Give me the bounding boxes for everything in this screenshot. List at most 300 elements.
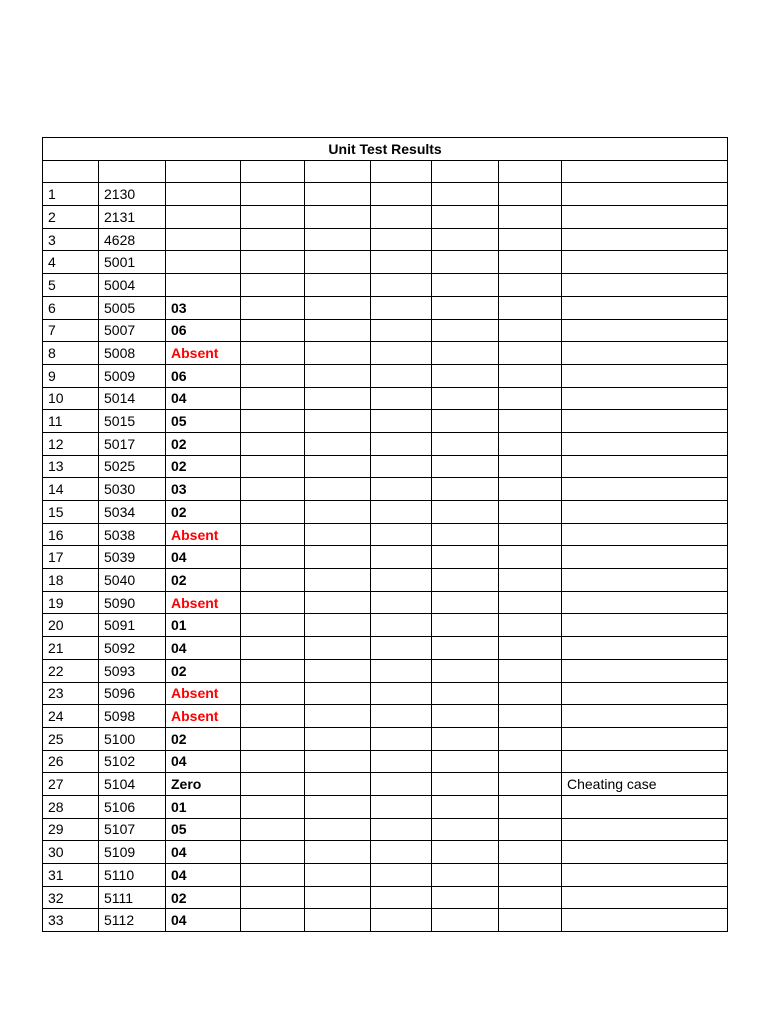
table-cell bbox=[241, 228, 305, 251]
roll-number-cell: 5007 bbox=[99, 319, 166, 342]
remark-cell bbox=[562, 591, 728, 614]
table-cell bbox=[305, 432, 371, 455]
table-cell bbox=[241, 523, 305, 546]
table-cell bbox=[305, 387, 371, 410]
roll-number-cell: 5017 bbox=[99, 432, 166, 455]
table-cell bbox=[499, 206, 562, 229]
remark-cell bbox=[562, 228, 728, 251]
table-cell bbox=[499, 319, 562, 342]
remark-cell bbox=[562, 659, 728, 682]
roll-number-cell: 5092 bbox=[99, 637, 166, 660]
table-row bbox=[43, 319, 728, 342]
table-cell bbox=[499, 818, 562, 841]
remark-cell bbox=[562, 319, 728, 342]
serial-number-cell: 27 bbox=[43, 773, 99, 796]
table-row bbox=[43, 569, 728, 592]
table-body bbox=[43, 138, 728, 932]
roll-number-cell: 5014 bbox=[99, 387, 166, 410]
table-cell bbox=[371, 183, 432, 206]
remark-cell bbox=[562, 342, 728, 365]
score-cell: 06 bbox=[166, 319, 241, 342]
table-cell bbox=[432, 637, 499, 660]
serial-number-cell: 10 bbox=[43, 387, 99, 410]
remark-cell bbox=[562, 410, 728, 433]
blank-header-row bbox=[43, 160, 728, 183]
roll-number-cell: 5107 bbox=[99, 818, 166, 841]
table-title: Unit Test Results bbox=[43, 138, 728, 161]
table-cell bbox=[432, 864, 499, 887]
score-cell: 02 bbox=[166, 455, 241, 478]
remark-cell bbox=[562, 818, 728, 841]
table-cell bbox=[241, 206, 305, 229]
table-cell bbox=[432, 160, 499, 183]
table-cell bbox=[499, 591, 562, 614]
roll-number-cell: 5038 bbox=[99, 523, 166, 546]
table-cell bbox=[241, 886, 305, 909]
score-cell: 04 bbox=[166, 841, 241, 864]
table-cell bbox=[241, 841, 305, 864]
roll-number-cell: 5034 bbox=[99, 501, 166, 524]
table-cell bbox=[432, 795, 499, 818]
table-cell bbox=[305, 727, 371, 750]
serial-number-cell: 6 bbox=[43, 296, 99, 319]
table-cell bbox=[305, 501, 371, 524]
table-cell bbox=[432, 342, 499, 365]
table-cell bbox=[371, 546, 432, 569]
table-cell bbox=[241, 818, 305, 841]
serial-number-cell: 20 bbox=[43, 614, 99, 637]
score-cell: 03 bbox=[166, 296, 241, 319]
table-cell bbox=[432, 387, 499, 410]
remark-cell bbox=[562, 750, 728, 773]
table-cell bbox=[499, 387, 562, 410]
table-cell bbox=[241, 342, 305, 365]
table-cell bbox=[371, 296, 432, 319]
score-cell: 02 bbox=[166, 501, 241, 524]
table-cell bbox=[432, 886, 499, 909]
table-cell bbox=[241, 682, 305, 705]
table-cell bbox=[371, 410, 432, 433]
table-cell bbox=[305, 296, 371, 319]
table-cell bbox=[499, 705, 562, 728]
table-cell bbox=[499, 183, 562, 206]
score-cell bbox=[166, 228, 241, 251]
table-cell bbox=[241, 546, 305, 569]
table-cell bbox=[499, 637, 562, 660]
roll-number-cell: 5004 bbox=[99, 274, 166, 297]
table-cell bbox=[241, 432, 305, 455]
remark-cell bbox=[562, 296, 728, 319]
table-cell bbox=[432, 274, 499, 297]
table-cell bbox=[432, 727, 499, 750]
table-row bbox=[43, 705, 728, 728]
serial-number-cell: 14 bbox=[43, 478, 99, 501]
table-cell bbox=[241, 591, 305, 614]
score-cell bbox=[166, 183, 241, 206]
table-cell bbox=[305, 591, 371, 614]
table-cell bbox=[499, 364, 562, 387]
table-cell bbox=[499, 864, 562, 887]
table-cell bbox=[499, 501, 562, 524]
table-cell bbox=[499, 160, 562, 183]
table-cell bbox=[241, 501, 305, 524]
table-cell bbox=[371, 228, 432, 251]
roll-number-cell: 5112 bbox=[99, 909, 166, 932]
serial-number-cell: 24 bbox=[43, 705, 99, 728]
table-cell bbox=[499, 682, 562, 705]
score-cell: Absent bbox=[166, 342, 241, 365]
table-cell bbox=[305, 228, 371, 251]
table-cell bbox=[432, 659, 499, 682]
table-cell bbox=[305, 183, 371, 206]
serial-number-cell: 33 bbox=[43, 909, 99, 932]
score-cell bbox=[166, 274, 241, 297]
table-cell bbox=[432, 432, 499, 455]
table-cell bbox=[432, 410, 499, 433]
table-cell bbox=[371, 909, 432, 932]
remark-cell bbox=[562, 864, 728, 887]
table-row bbox=[43, 591, 728, 614]
table-cell bbox=[371, 364, 432, 387]
table-cell bbox=[241, 387, 305, 410]
score-cell: 04 bbox=[166, 909, 241, 932]
table-cell bbox=[371, 387, 432, 410]
serial-number-cell: 12 bbox=[43, 432, 99, 455]
table-row bbox=[43, 523, 728, 546]
table-row bbox=[43, 387, 728, 410]
table-cell bbox=[371, 682, 432, 705]
score-cell: 01 bbox=[166, 795, 241, 818]
table-cell bbox=[432, 319, 499, 342]
table-cell bbox=[432, 909, 499, 932]
remark-cell bbox=[562, 432, 728, 455]
table-cell bbox=[371, 569, 432, 592]
table-cell bbox=[305, 886, 371, 909]
score-cell: 04 bbox=[166, 546, 241, 569]
table-cell bbox=[305, 682, 371, 705]
table-cell bbox=[241, 455, 305, 478]
table-row bbox=[43, 886, 728, 909]
table-cell bbox=[432, 569, 499, 592]
table-row bbox=[43, 206, 728, 229]
table-row bbox=[43, 864, 728, 887]
table-cell bbox=[499, 569, 562, 592]
serial-number-cell: 30 bbox=[43, 841, 99, 864]
table-cell bbox=[305, 773, 371, 796]
roll-number-cell: 2131 bbox=[99, 206, 166, 229]
roll-number-cell: 5098 bbox=[99, 705, 166, 728]
remark-cell bbox=[562, 886, 728, 909]
table-cell bbox=[432, 750, 499, 773]
table-cell bbox=[499, 228, 562, 251]
remark-cell bbox=[562, 274, 728, 297]
roll-number-cell: 5093 bbox=[99, 659, 166, 682]
remark-cell bbox=[562, 523, 728, 546]
table-cell bbox=[432, 841, 499, 864]
remark-cell bbox=[562, 183, 728, 206]
table-cell bbox=[432, 546, 499, 569]
table-cell bbox=[371, 501, 432, 524]
score-cell: 03 bbox=[166, 478, 241, 501]
table-cell bbox=[241, 705, 305, 728]
table-cell bbox=[499, 251, 562, 274]
table-cell bbox=[371, 818, 432, 841]
roll-number-cell: 5005 bbox=[99, 296, 166, 319]
table-cell bbox=[499, 523, 562, 546]
roll-number-cell: 2130 bbox=[99, 183, 166, 206]
remark-cell bbox=[562, 364, 728, 387]
table-cell bbox=[241, 909, 305, 932]
table-cell bbox=[305, 455, 371, 478]
table-cell bbox=[432, 455, 499, 478]
serial-number-cell: 3 bbox=[43, 228, 99, 251]
table-cell bbox=[432, 501, 499, 524]
table-cell bbox=[241, 160, 305, 183]
serial-number-cell: 15 bbox=[43, 501, 99, 524]
table-cell bbox=[241, 410, 305, 433]
table-cell bbox=[241, 183, 305, 206]
score-cell: Zero bbox=[166, 773, 241, 796]
table-cell bbox=[305, 364, 371, 387]
serial-number-cell: 17 bbox=[43, 546, 99, 569]
table-cell bbox=[241, 727, 305, 750]
serial-number-cell: 1 bbox=[43, 183, 99, 206]
roll-number-cell: 5110 bbox=[99, 864, 166, 887]
table-cell bbox=[305, 160, 371, 183]
table-cell bbox=[305, 546, 371, 569]
table-cell bbox=[499, 274, 562, 297]
table-cell bbox=[371, 455, 432, 478]
table-cell bbox=[305, 206, 371, 229]
roll-number-cell: 5096 bbox=[99, 682, 166, 705]
table-cell bbox=[432, 705, 499, 728]
table-cell bbox=[371, 160, 432, 183]
remark-cell bbox=[562, 501, 728, 524]
table-cell bbox=[305, 342, 371, 365]
table-cell bbox=[499, 342, 562, 365]
remark-cell bbox=[562, 569, 728, 592]
score-cell: 05 bbox=[166, 818, 241, 841]
table-cell bbox=[499, 886, 562, 909]
score-cell: 04 bbox=[166, 750, 241, 773]
table-cell bbox=[305, 319, 371, 342]
table-cell bbox=[241, 750, 305, 773]
roll-number-cell: 5091 bbox=[99, 614, 166, 637]
score-cell: Absent bbox=[166, 705, 241, 728]
score-cell: 02 bbox=[166, 659, 241, 682]
table-row bbox=[43, 727, 728, 750]
table-cell bbox=[241, 637, 305, 660]
table-row bbox=[43, 183, 728, 206]
serial-number-cell: 19 bbox=[43, 591, 99, 614]
table-cell bbox=[371, 251, 432, 274]
table-cell bbox=[241, 773, 305, 796]
table-cell bbox=[305, 818, 371, 841]
remark-cell bbox=[562, 705, 728, 728]
score-cell: 04 bbox=[166, 637, 241, 660]
table-cell bbox=[305, 841, 371, 864]
roll-number-cell: 5001 bbox=[99, 251, 166, 274]
table-row bbox=[43, 501, 728, 524]
table-cell bbox=[371, 319, 432, 342]
serial-number-cell: 11 bbox=[43, 410, 99, 433]
table-cell bbox=[305, 637, 371, 660]
table-row bbox=[43, 478, 728, 501]
score-cell: Absent bbox=[166, 682, 241, 705]
table-cell bbox=[562, 160, 728, 183]
remark-cell bbox=[562, 455, 728, 478]
table-cell bbox=[241, 364, 305, 387]
serial-number-cell: 18 bbox=[43, 569, 99, 592]
table-cell bbox=[241, 296, 305, 319]
table-cell bbox=[166, 160, 241, 183]
table-cell bbox=[305, 909, 371, 932]
table-row bbox=[43, 455, 728, 478]
serial-number-cell: 13 bbox=[43, 455, 99, 478]
table-cell bbox=[499, 546, 562, 569]
roll-number-cell: 5106 bbox=[99, 795, 166, 818]
score-cell: 06 bbox=[166, 364, 241, 387]
table-cell bbox=[371, 432, 432, 455]
table-cell bbox=[432, 364, 499, 387]
table-cell bbox=[432, 228, 499, 251]
table-cell bbox=[499, 773, 562, 796]
score-cell: 02 bbox=[166, 727, 241, 750]
table-cell bbox=[371, 795, 432, 818]
serial-number-cell: 26 bbox=[43, 750, 99, 773]
table-row bbox=[43, 410, 728, 433]
roll-number-cell: 5015 bbox=[99, 410, 166, 433]
table-cell bbox=[305, 569, 371, 592]
score-cell: 05 bbox=[166, 410, 241, 433]
table-cell bbox=[499, 909, 562, 932]
score-cell: 02 bbox=[166, 886, 241, 909]
remark-cell: Cheating case bbox=[562, 773, 728, 796]
score-cell: 01 bbox=[166, 614, 241, 637]
table-cell bbox=[432, 183, 499, 206]
table-row bbox=[43, 251, 728, 274]
table-cell bbox=[371, 478, 432, 501]
table-cell bbox=[305, 410, 371, 433]
table-cell bbox=[241, 478, 305, 501]
score-cell: Absent bbox=[166, 523, 241, 546]
roll-number-cell: 5090 bbox=[99, 591, 166, 614]
table-cell bbox=[371, 705, 432, 728]
table-cell bbox=[305, 274, 371, 297]
table-cell bbox=[499, 296, 562, 319]
table-cell bbox=[371, 864, 432, 887]
table-cell bbox=[241, 569, 305, 592]
table-row bbox=[43, 546, 728, 569]
table-cell bbox=[371, 342, 432, 365]
score-cell: 02 bbox=[166, 569, 241, 592]
table-cell bbox=[432, 478, 499, 501]
table-row bbox=[43, 637, 728, 660]
remark-cell bbox=[562, 682, 728, 705]
score-cell bbox=[166, 206, 241, 229]
table-cell bbox=[371, 727, 432, 750]
table-cell bbox=[305, 705, 371, 728]
table-cell bbox=[432, 682, 499, 705]
table-cell bbox=[499, 455, 562, 478]
remark-cell bbox=[562, 909, 728, 932]
table-row bbox=[43, 296, 728, 319]
serial-number-cell: 28 bbox=[43, 795, 99, 818]
table-cell bbox=[432, 614, 499, 637]
table-cell bbox=[305, 659, 371, 682]
remark-cell bbox=[562, 795, 728, 818]
roll-number-cell: 5030 bbox=[99, 478, 166, 501]
score-cell: 04 bbox=[166, 864, 241, 887]
serial-number-cell: 22 bbox=[43, 659, 99, 682]
table-cell bbox=[305, 795, 371, 818]
table-row bbox=[43, 432, 728, 455]
roll-number-cell: 5040 bbox=[99, 569, 166, 592]
table-row bbox=[43, 682, 728, 705]
table-row bbox=[43, 274, 728, 297]
table-cell bbox=[241, 614, 305, 637]
table-row bbox=[43, 614, 728, 637]
table-cell bbox=[499, 478, 562, 501]
table-cell bbox=[305, 750, 371, 773]
roll-number-cell: 5109 bbox=[99, 841, 166, 864]
roll-number-cell: 5039 bbox=[99, 546, 166, 569]
table-row bbox=[43, 841, 728, 864]
table-cell bbox=[371, 637, 432, 660]
table-row bbox=[43, 909, 728, 932]
serial-number-cell: 32 bbox=[43, 886, 99, 909]
serial-number-cell: 23 bbox=[43, 682, 99, 705]
remark-cell bbox=[562, 387, 728, 410]
table-cell bbox=[371, 206, 432, 229]
table-cell bbox=[305, 251, 371, 274]
roll-number-cell: 4628 bbox=[99, 228, 166, 251]
score-cell: 02 bbox=[166, 432, 241, 455]
table-cell bbox=[371, 773, 432, 796]
table-cell bbox=[371, 614, 432, 637]
serial-number-cell: 2 bbox=[43, 206, 99, 229]
roll-number-cell: 5100 bbox=[99, 727, 166, 750]
table-cell bbox=[499, 659, 562, 682]
table-cell bbox=[305, 478, 371, 501]
roll-number-cell: 5008 bbox=[99, 342, 166, 365]
title-row bbox=[43, 138, 728, 161]
table-row bbox=[43, 818, 728, 841]
serial-number-cell: 31 bbox=[43, 864, 99, 887]
remark-cell bbox=[562, 478, 728, 501]
remark-cell bbox=[562, 206, 728, 229]
serial-number-cell: 7 bbox=[43, 319, 99, 342]
unit-test-results-table bbox=[42, 137, 728, 932]
table-row bbox=[43, 364, 728, 387]
table-cell bbox=[241, 659, 305, 682]
serial-number-cell: 5 bbox=[43, 274, 99, 297]
table-row bbox=[43, 750, 728, 773]
table-cell bbox=[241, 319, 305, 342]
table-cell bbox=[499, 410, 562, 433]
table-cell bbox=[371, 841, 432, 864]
table-cell bbox=[432, 296, 499, 319]
remark-cell bbox=[562, 251, 728, 274]
serial-number-cell: 29 bbox=[43, 818, 99, 841]
table-cell bbox=[305, 614, 371, 637]
table-cell bbox=[499, 795, 562, 818]
table-cell bbox=[371, 523, 432, 546]
score-cell bbox=[166, 251, 241, 274]
table-row bbox=[43, 659, 728, 682]
remark-cell bbox=[562, 637, 728, 660]
table-cell bbox=[371, 274, 432, 297]
